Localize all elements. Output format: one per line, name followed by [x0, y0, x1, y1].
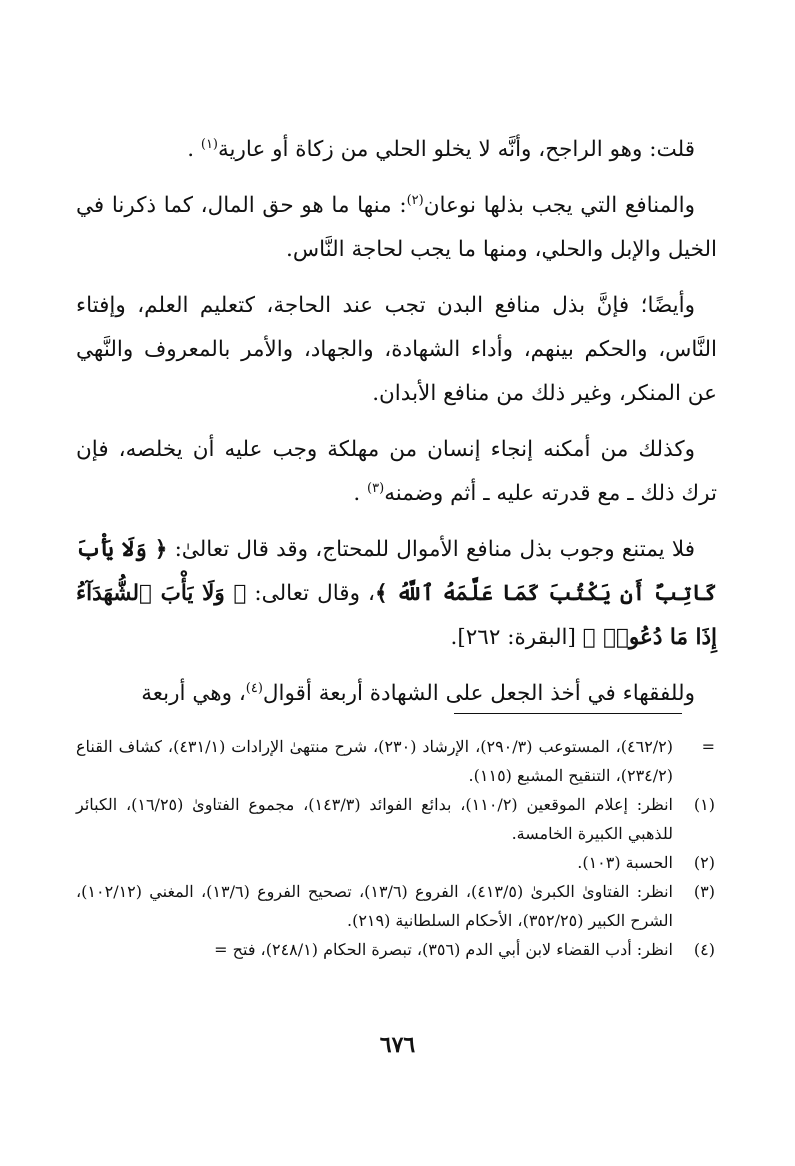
footnote-separator — [454, 713, 682, 714]
paragraph-text-end: . — [187, 137, 201, 162]
footnote-text: انظر: أدب القضاء لابن أبي الدم (٣٥٦)، تبصرة الحكام (٢٤٨/١)، فتح = — [214, 940, 673, 959]
footnote-ref-3: (٣) — [367, 480, 385, 496]
footnote-text: انظر: الفتاوىٰ الكبرىٰ (٤١٣/٥)، الفروع (١٣/٦)، تصحيح الفروع (١٣/٦)، المغني (١٠٢/١٢)، الشرح الكبير (٣٥٢/٢٥)، الأحكام السلطانية (٢١٩). — [76, 882, 673, 930]
quran-verse-1: ﴿ وَلَا يَأْبَ كَاتِبٌ أَن يَكْتُبَ كَمَا عَلَّمَهُ ٱللَّهُ ﴾ — [76, 537, 717, 606]
footnote-2 — [76, 848, 715, 877]
footnote-marker: = — [701, 737, 715, 756]
paragraph-1 — [76, 128, 717, 172]
paragraph-quran — [76, 528, 717, 660]
page-number: ٦٧٦ — [379, 1032, 416, 1058]
footnote-marker: (١) — [693, 795, 715, 814]
footnote-marker: (٤) — [693, 940, 715, 959]
quran-verse-2: ﴿ وَلَا يَأْبَ ٱلشُّهَدَآءُ إِذَا مَا دُعُوا۟ ﴾ — [76, 581, 717, 650]
paragraph-text: وكذلك من أمكنه إنجاء إنسان من مهلكة وجب عليه أن يخلصه، فإن ترك ذلك ـ مع قدرته عليه ـ أثم وضمنه — [76, 437, 717, 506]
footnote-marker: (٣) — [693, 882, 715, 901]
paragraph-text-end: ، وهي أربعة — [141, 681, 246, 706]
paragraph-text: والمنافع التي يجب بذلها نوعان — [423, 193, 695, 218]
footnote-3 — [76, 877, 715, 935]
paragraph-text: فلا يمتنع وجوب بذل منافع الأموال للمحتاج، وقد قال تعالىٰ: — [167, 537, 695, 562]
paragraph-4 — [76, 428, 717, 516]
main-text — [76, 128, 717, 728]
footnotes — [76, 732, 715, 964]
footnote-ref-4: (٤) — [245, 680, 263, 696]
paragraph-2 — [76, 184, 717, 272]
footnote-marker: (٢) — [693, 853, 715, 872]
quran-reference: [البقرة: ٢٦٢]. — [450, 625, 583, 650]
paragraph-3 — [76, 284, 717, 416]
footnote-text: الحسبة (١٠٣). — [577, 853, 673, 872]
footnote-ref-1: (١) — [200, 136, 218, 152]
paragraph-text: وأيضًا؛ فإنَّ بذل منافع البدن تجب عند الحاجة، كتعليم العلم، وإفتاء النَّاس، والحكم بينهم، وأداء الشهادة، والجهاد، والأمر بالمعروف والنَّهي عن المنكر، وغير ذلك من منافع الأبدان. — [76, 293, 717, 406]
paragraph-last — [76, 672, 717, 716]
footnote-continuation — [76, 732, 715, 790]
footnote-ref-2: (٢) — [406, 192, 424, 208]
paragraph-text-end: : منها ما هو حق المال، كما ذكرنا في الخيل والإبل والحلي، ومنها ما يجب لحاجة النَّاس. — [76, 193, 717, 262]
footnote-text: انظر: إعلام الموقعين (١١٠/٢)، بدائع الفوائد (١٤٣/٣)، مجموع الفتاوىٰ (١٦/٢٥)، الكبائر للذهبي الكبيرة الخامسة. — [76, 795, 673, 843]
paragraph-text-middle: ، وقال تعالى: — [246, 581, 375, 606]
paragraph-text-end: . — [353, 481, 368, 506]
paragraph-text: وللفقهاء في أخذ الجعل على الشهادة أربعة أقوال — [262, 681, 695, 706]
footnote-text: (٤٦٢/٢)، المستوعب (٢٩٠/٣)، الإرشاد (٢٣٠)، شرح منتهىٰ الإرادات (٤٣١/١)، كشاف القناع (٢٣٤/٢)، التنقيح المشبع (١١٥). — [76, 737, 674, 785]
footnote-4 — [76, 935, 715, 964]
footnote-1 — [76, 790, 715, 848]
paragraph-text: قلت: وهو الراجح، وأنَّه لا يخلو الحلي من زكاة أو عارية — [218, 137, 695, 162]
